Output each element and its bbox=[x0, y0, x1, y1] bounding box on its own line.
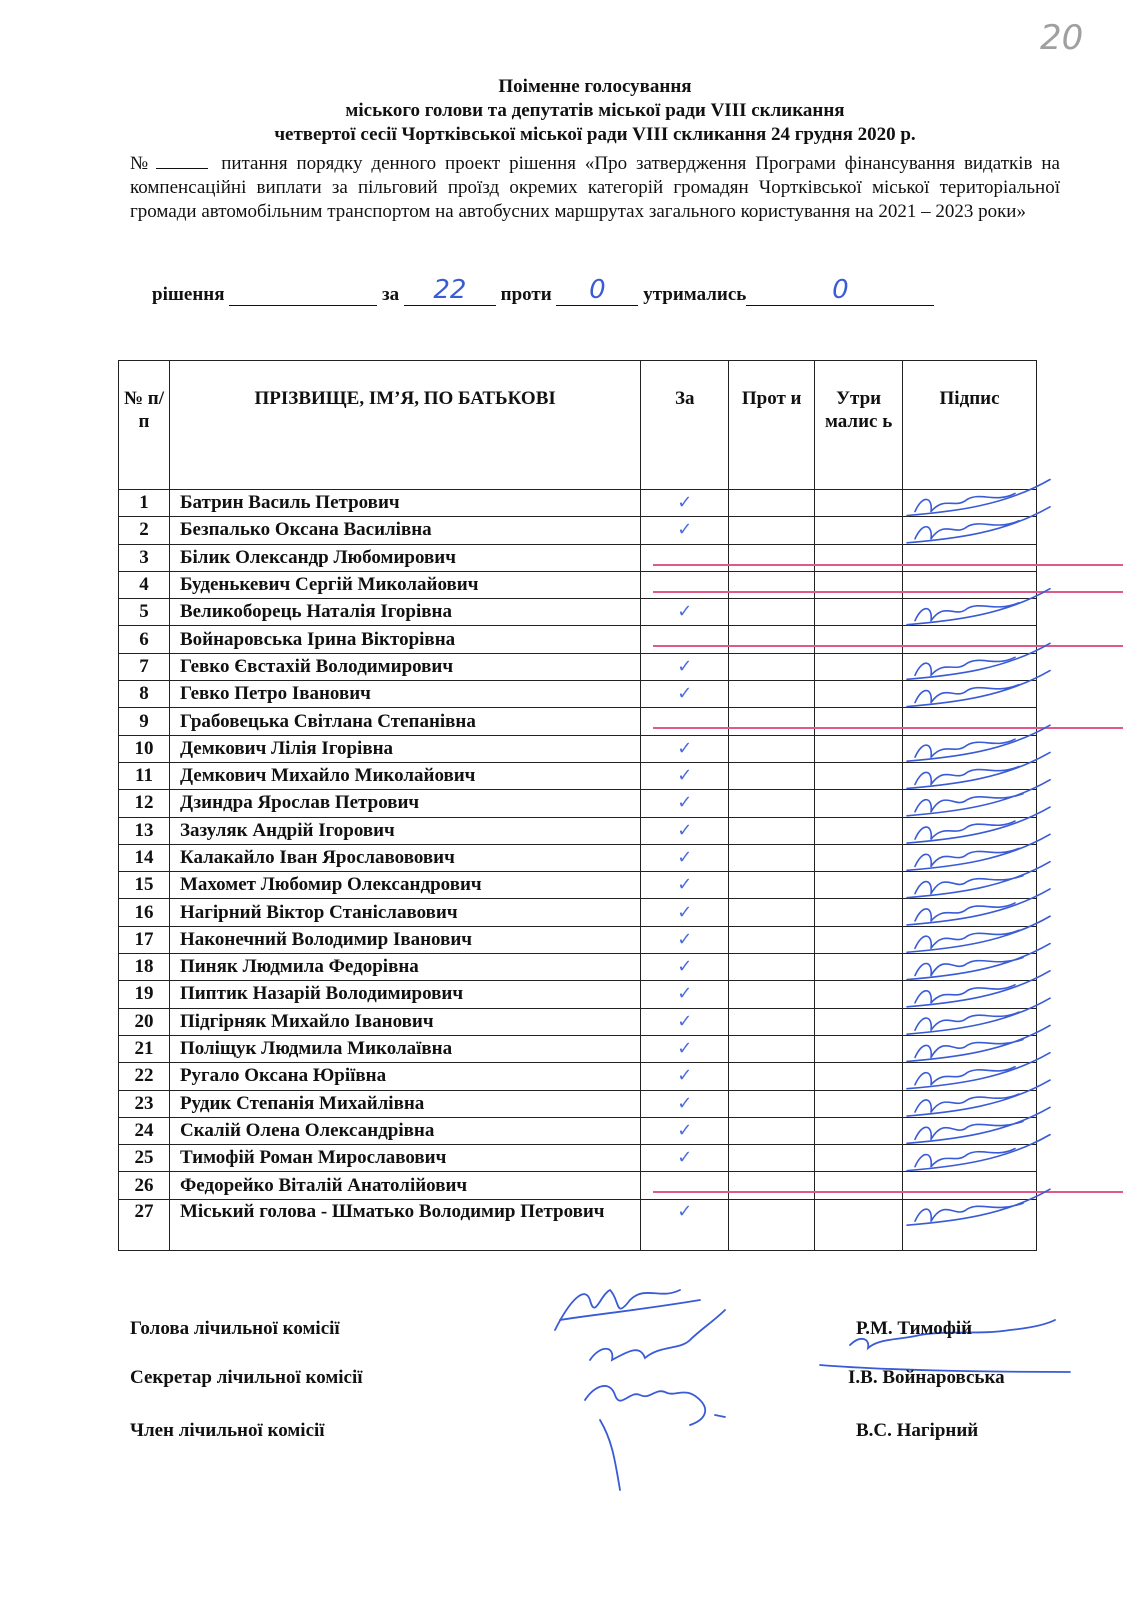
row-number: 8 bbox=[119, 681, 170, 708]
row-name: Ругало Оксана Юріївна bbox=[169, 1063, 640, 1090]
secretary-signature bbox=[590, 1310, 1070, 1372]
row-signature bbox=[903, 954, 1037, 981]
row-proty bbox=[729, 681, 815, 708]
row-utrymalys bbox=[815, 981, 903, 1008]
row-name: Махомет Любомир Олександрович bbox=[169, 872, 640, 899]
decision-za-value: 22 bbox=[433, 275, 467, 305]
row-utrymalys bbox=[815, 599, 903, 626]
row-za-mark: ✓ bbox=[641, 762, 729, 789]
row-proty bbox=[729, 708, 815, 735]
row-number: 7 bbox=[119, 653, 170, 680]
row-signature bbox=[903, 981, 1037, 1008]
row-signature bbox=[903, 1090, 1037, 1117]
row-utrymalys bbox=[815, 790, 903, 817]
decision-proty-field bbox=[556, 275, 638, 306]
row-za-mark: ✓ bbox=[641, 490, 729, 517]
table-row bbox=[119, 762, 1037, 789]
row-za-mark: ✓ bbox=[641, 872, 729, 899]
absent-strike-line bbox=[653, 727, 1123, 729]
row-number: 15 bbox=[119, 872, 170, 899]
header-subtitle: міського голови та депутатів міської ради VIII скликання bbox=[345, 100, 845, 121]
member-signature bbox=[585, 1386, 725, 1490]
row-signature bbox=[903, 517, 1037, 544]
row-number: 2 bbox=[119, 517, 170, 544]
row-number: 26 bbox=[119, 1172, 170, 1199]
secretary-name: І.В. Войнаровська bbox=[848, 1367, 1005, 1388]
agenda-text: питання порядку денного проект рішення «Про затвердження Програми фінансування видатків на компенсаційні виплати за пільговий проїзд окремих категорій громадян Чортківської міської територіальної громади автомобільним транспортом на автобусних маршрутах загального користування на 2021 – 2023 роки» bbox=[130, 153, 1060, 222]
row-signature bbox=[903, 926, 1037, 953]
row-proty bbox=[729, 790, 815, 817]
row-name: Зазуляк Андрій Ігорович bbox=[169, 817, 640, 844]
row-proty bbox=[729, 954, 815, 981]
row-signature bbox=[903, 762, 1037, 789]
row-za-mark: ✓ bbox=[641, 1008, 729, 1035]
row-name: Скалій Олена Олександрівна bbox=[169, 1117, 640, 1144]
row-proty bbox=[729, 981, 815, 1008]
row-utrymalys bbox=[815, 544, 903, 571]
row-signature bbox=[903, 544, 1037, 571]
decision-label: рішення bbox=[152, 284, 225, 305]
row-za-mark: ✓ bbox=[641, 1063, 729, 1090]
chair-name: Р.М. Тимофій bbox=[856, 1318, 973, 1339]
decision-proty-label: проти bbox=[500, 284, 552, 305]
row-name: Грабовецька Світлана Степанівна bbox=[169, 708, 640, 735]
row-number: 27 bbox=[119, 1199, 170, 1250]
row-number: 17 bbox=[119, 926, 170, 953]
row-utrymalys bbox=[815, 626, 903, 653]
row-number: 18 bbox=[119, 954, 170, 981]
row-proty bbox=[729, 1172, 815, 1199]
row-number: 5 bbox=[119, 599, 170, 626]
row-za-mark bbox=[641, 708, 729, 735]
row-number: 12 bbox=[119, 790, 170, 817]
row-number: 20 bbox=[119, 1008, 170, 1035]
row-za-mark: ✓ bbox=[641, 899, 729, 926]
row-proty bbox=[729, 653, 815, 680]
row-name: Підгірняк Михайло Іванович bbox=[169, 1008, 640, 1035]
row-utrymalys bbox=[815, 926, 903, 953]
row-name: Батрин Василь Петрович bbox=[169, 490, 640, 517]
table-row bbox=[119, 981, 1037, 1008]
row-utrymalys bbox=[815, 653, 903, 680]
row-utrymalys bbox=[815, 899, 903, 926]
row-number: 3 bbox=[119, 544, 170, 571]
row-signature bbox=[903, 735, 1037, 762]
row-signature bbox=[903, 1172, 1037, 1199]
row-utrymalys bbox=[815, 817, 903, 844]
table-row bbox=[119, 1035, 1037, 1062]
row-name: Великоборець Наталія Ігорівна bbox=[169, 599, 640, 626]
table-row bbox=[119, 1008, 1037, 1035]
row-name: Безпалько Оксана Василівна bbox=[169, 517, 640, 544]
table-row bbox=[119, 681, 1037, 708]
table-row bbox=[119, 1145, 1037, 1172]
row-name: Рудик Степанія Михайлівна bbox=[169, 1090, 640, 1117]
table-row bbox=[119, 844, 1037, 871]
row-proty bbox=[729, 517, 815, 544]
table-row bbox=[119, 790, 1037, 817]
decision-blank bbox=[229, 285, 377, 306]
row-za-mark bbox=[641, 544, 729, 571]
row-name: Наконечний Володимир Іванович bbox=[169, 926, 640, 953]
row-number: 13 bbox=[119, 817, 170, 844]
row-number: 19 bbox=[119, 981, 170, 1008]
row-signature bbox=[903, 571, 1037, 598]
absent-strike-line bbox=[653, 645, 1123, 647]
chair-signature bbox=[555, 1290, 700, 1330]
row-utrymalys bbox=[815, 1063, 903, 1090]
row-za-mark: ✓ bbox=[641, 599, 729, 626]
row-za-mark: ✓ bbox=[641, 981, 729, 1008]
row-name: Демкович Лілія Ігорівна bbox=[169, 735, 640, 762]
row-proty bbox=[729, 1008, 815, 1035]
row-za-mark: ✓ bbox=[641, 735, 729, 762]
table-row bbox=[119, 1063, 1037, 1090]
row-signature bbox=[903, 817, 1037, 844]
row-signature bbox=[903, 1117, 1037, 1144]
header-session: четвертої сесії Чортківської міської ради VIII скликання 24 грудня 2020 р. bbox=[274, 124, 916, 145]
row-proty bbox=[729, 1035, 815, 1062]
row-za-mark bbox=[641, 626, 729, 653]
row-signature bbox=[903, 899, 1037, 926]
row-number: 25 bbox=[119, 1145, 170, 1172]
row-number: 24 bbox=[119, 1117, 170, 1144]
row-name: Пиняк Людмила Федорівна bbox=[169, 954, 640, 981]
row-number: 9 bbox=[119, 708, 170, 735]
row-number: 16 bbox=[119, 899, 170, 926]
row-name: Нагірний Віктор Станіславович bbox=[169, 899, 640, 926]
table-row bbox=[119, 1117, 1037, 1144]
table-row bbox=[119, 626, 1037, 653]
table-row bbox=[119, 517, 1037, 544]
row-proty bbox=[729, 735, 815, 762]
secretary-label: Секретар лічильної комісії bbox=[130, 1367, 363, 1388]
votes-table bbox=[118, 360, 1037, 1251]
row-name: Міський голова - Шматько Володимир Петрович bbox=[169, 1199, 640, 1250]
row-signature bbox=[903, 681, 1037, 708]
row-proty bbox=[729, 1145, 815, 1172]
absent-strike-line bbox=[653, 564, 1123, 566]
row-proty bbox=[729, 599, 815, 626]
row-name: Буденькевич Сергій Миколайович bbox=[169, 571, 640, 598]
row-name: Поліщук Людмила Миколаївна bbox=[169, 1035, 640, 1062]
row-za-mark: ✓ bbox=[641, 844, 729, 871]
row-signature bbox=[903, 599, 1037, 626]
table-row bbox=[119, 653, 1037, 680]
row-utrymalys bbox=[815, 1090, 903, 1117]
table-row bbox=[119, 735, 1037, 762]
row-number: 6 bbox=[119, 626, 170, 653]
row-signature bbox=[903, 708, 1037, 735]
member-name: В.С. Нагірний bbox=[856, 1420, 979, 1441]
row-utrymalys bbox=[815, 490, 903, 517]
row-utrymalys bbox=[815, 844, 903, 871]
table-row bbox=[119, 544, 1037, 571]
row-number: 11 bbox=[119, 762, 170, 789]
row-za-mark: ✓ bbox=[641, 1199, 729, 1250]
row-za-mark: ✓ bbox=[641, 1090, 729, 1117]
table-row bbox=[119, 708, 1037, 735]
row-proty bbox=[729, 1063, 815, 1090]
row-number: 22 bbox=[119, 1063, 170, 1090]
row-proty bbox=[729, 1199, 815, 1250]
row-za-mark: ✓ bbox=[641, 1145, 729, 1172]
row-proty bbox=[729, 544, 815, 571]
decision-line bbox=[152, 275, 934, 306]
row-za-mark: ✓ bbox=[641, 954, 729, 981]
table-row bbox=[119, 817, 1037, 844]
row-utrymalys bbox=[815, 517, 903, 544]
header-proty: Прот и bbox=[729, 361, 815, 490]
header-pidpys: Підпис bbox=[903, 361, 1037, 490]
row-signature bbox=[903, 1145, 1037, 1172]
table-header-row bbox=[119, 361, 1037, 490]
absent-strike-line bbox=[653, 591, 1123, 593]
row-utrymalys bbox=[815, 954, 903, 981]
row-proty bbox=[729, 872, 815, 899]
row-name: Дзиндра Ярослав Петрович bbox=[169, 790, 640, 817]
table-row bbox=[119, 1172, 1037, 1199]
header-utrymalys: Утри малис ь bbox=[815, 361, 903, 490]
row-proty bbox=[729, 490, 815, 517]
table-row bbox=[119, 490, 1037, 517]
row-za-mark bbox=[641, 1172, 729, 1199]
row-number: 4 bbox=[119, 571, 170, 598]
row-proty bbox=[729, 1117, 815, 1144]
decision-proty-value: 0 bbox=[589, 275, 606, 305]
row-name: Гевко Євстахій Володимирович bbox=[169, 653, 640, 680]
row-utrymalys bbox=[815, 1008, 903, 1035]
row-signature bbox=[903, 1063, 1037, 1090]
decision-utrymalys-label: утримались bbox=[643, 284, 747, 305]
table-row bbox=[119, 899, 1037, 926]
row-proty bbox=[729, 762, 815, 789]
row-za-mark bbox=[641, 571, 729, 598]
row-signature bbox=[903, 490, 1037, 517]
row-proty bbox=[729, 1090, 815, 1117]
row-za-mark: ✓ bbox=[641, 926, 729, 953]
row-name: Білик Олександр Любомирович bbox=[169, 544, 640, 571]
header-name: ПРІЗВИЩЕ, ІМ’Я, ПО БАТЬКОВІ bbox=[169, 361, 640, 490]
table-row bbox=[119, 872, 1037, 899]
row-number: 21 bbox=[119, 1035, 170, 1062]
row-utrymalys bbox=[815, 872, 903, 899]
header-title: Поіменне голосування bbox=[498, 76, 692, 97]
table-row bbox=[119, 954, 1037, 981]
row-name: Тимофій Роман Мирославович bbox=[169, 1145, 640, 1172]
agenda-no-blank bbox=[156, 168, 208, 169]
row-proty bbox=[729, 926, 815, 953]
header-za: За bbox=[641, 361, 729, 490]
row-proty bbox=[729, 899, 815, 926]
decision-za-field bbox=[404, 275, 496, 306]
decision-utrymalys-field bbox=[746, 275, 934, 306]
row-name: Федорейко Віталій Анатолійович bbox=[169, 1172, 640, 1199]
agenda-item bbox=[130, 152, 1060, 224]
table-row bbox=[119, 1199, 1037, 1250]
row-name: Калакайло Іван Ярославовович bbox=[169, 844, 640, 871]
row-proty bbox=[729, 844, 815, 871]
row-signature bbox=[903, 790, 1037, 817]
row-proty bbox=[729, 571, 815, 598]
row-za-mark: ✓ bbox=[641, 1035, 729, 1062]
header-num: № п/п bbox=[119, 361, 170, 490]
row-signature bbox=[903, 1035, 1037, 1062]
member-label: Член лічильної комісії bbox=[130, 1420, 325, 1441]
table-row bbox=[119, 599, 1037, 626]
decision-za-label: за bbox=[382, 284, 400, 305]
row-name: Войнаровська Ірина Вікторівна bbox=[169, 626, 640, 653]
row-utrymalys bbox=[815, 1172, 903, 1199]
row-name: Гевко Петро Іванович bbox=[169, 681, 640, 708]
row-name: Пиптик Назарій Володимирович bbox=[169, 981, 640, 1008]
row-utrymalys bbox=[815, 681, 903, 708]
row-utrymalys bbox=[815, 1199, 903, 1250]
page-number: 20 bbox=[1040, 18, 1084, 58]
row-signature bbox=[903, 844, 1037, 871]
row-za-mark: ✓ bbox=[641, 653, 729, 680]
table-row bbox=[119, 926, 1037, 953]
row-utrymalys bbox=[815, 1145, 903, 1172]
row-signature bbox=[903, 1008, 1037, 1035]
row-utrymalys bbox=[815, 1035, 903, 1062]
row-signature bbox=[903, 626, 1037, 653]
row-number: 14 bbox=[119, 844, 170, 871]
row-utrymalys bbox=[815, 708, 903, 735]
row-number: 23 bbox=[119, 1090, 170, 1117]
table-row bbox=[119, 1090, 1037, 1117]
row-utrymalys bbox=[815, 762, 903, 789]
row-number: 10 bbox=[119, 735, 170, 762]
row-za-mark: ✓ bbox=[641, 1117, 729, 1144]
chair-label: Голова лічильної комісії bbox=[130, 1318, 340, 1339]
row-za-mark: ✓ bbox=[641, 517, 729, 544]
row-name: Демкович Михайло Миколайович bbox=[169, 762, 640, 789]
row-proty bbox=[729, 626, 815, 653]
row-utrymalys bbox=[815, 1117, 903, 1144]
decision-utrymalys-value: 0 bbox=[832, 275, 849, 305]
row-signature bbox=[903, 1199, 1037, 1250]
table-row bbox=[119, 571, 1037, 598]
row-za-mark: ✓ bbox=[641, 681, 729, 708]
absent-strike-line bbox=[653, 1191, 1123, 1193]
row-proty bbox=[729, 817, 815, 844]
row-signature bbox=[903, 653, 1037, 680]
agenda-no-label: № bbox=[130, 153, 153, 174]
row-utrymalys bbox=[815, 571, 903, 598]
row-za-mark: ✓ bbox=[641, 817, 729, 844]
row-za-mark: ✓ bbox=[641, 790, 729, 817]
row-utrymalys bbox=[815, 735, 903, 762]
row-number: 1 bbox=[119, 490, 170, 517]
row-signature bbox=[903, 872, 1037, 899]
